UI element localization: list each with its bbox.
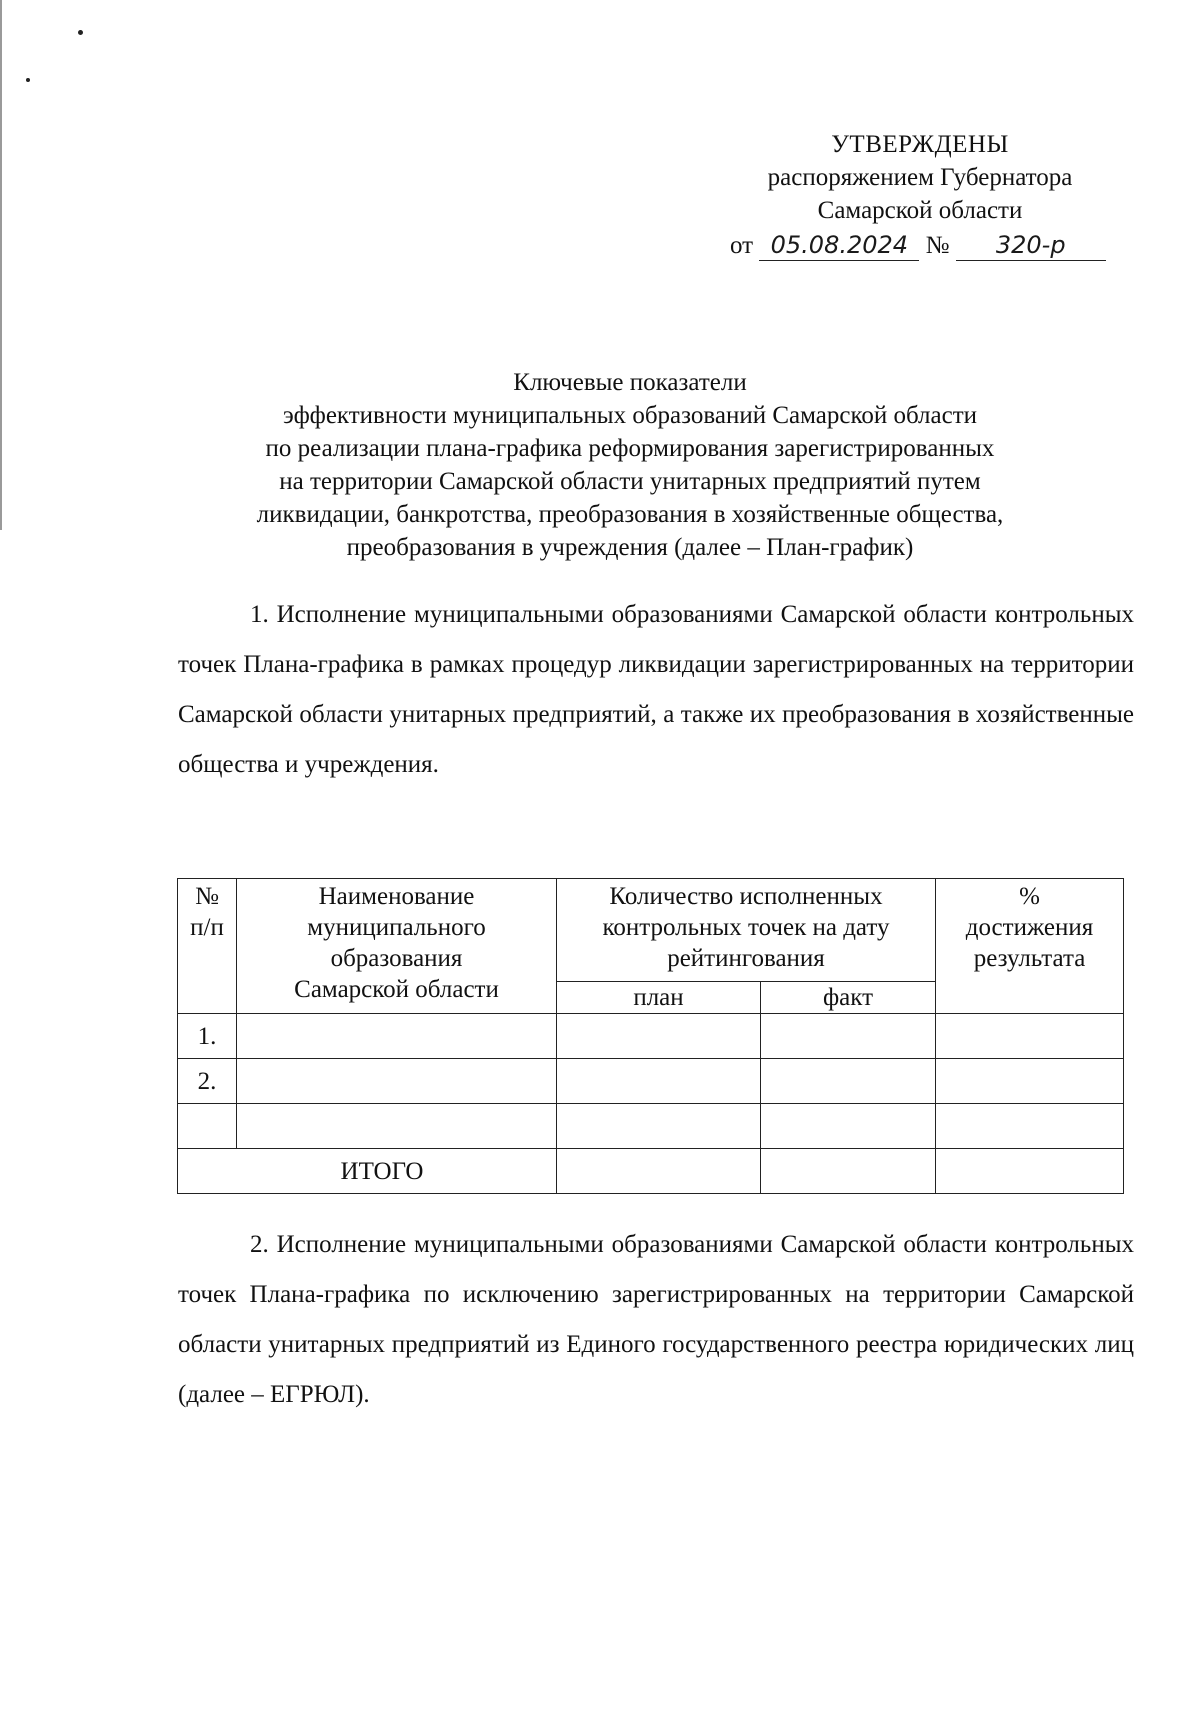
- approval-line-1: распоряжением Губернатора: [767, 164, 1073, 191]
- cell-percent: [936, 1014, 1124, 1059]
- cell-fact: [761, 1014, 936, 1059]
- cell-fact: [761, 1104, 936, 1149]
- header-control-points-line: рейтингования: [667, 945, 825, 972]
- table-row: [178, 1014, 1124, 1059]
- total-fact: [761, 1149, 936, 1194]
- header-control-points-line: Количество исполненных: [609, 883, 883, 910]
- row-number: [178, 1104, 237, 1149]
- number-sign: №: [925, 232, 950, 259]
- title-line: преобразования в учреждения (далее – План-график): [346, 534, 914, 561]
- title-line: ликвидации, банкротства, преобразования в хозяйственные общества,: [256, 501, 1004, 528]
- header-municipality-line: Наименование: [318, 883, 475, 910]
- header-plan: план: [557, 982, 761, 1014]
- number-field: [956, 231, 1106, 261]
- section-2-text: 2. Исполнение муниципальными образованиями Самарской области контрольных точек Плана-графика по исключению зарегистрированных на территории Самарской области унитарных предприятий из Единого государственного реестра юридических лиц (далее – ЕГРЮЛ).: [178, 1231, 1134, 1408]
- header-control-points-line: контрольных точек на дату: [602, 914, 890, 941]
- header-municipality-line: муниципального: [307, 914, 486, 941]
- total-row: [178, 1149, 1124, 1194]
- header-control-points: [557, 879, 936, 982]
- scan-speck: [78, 30, 83, 35]
- total-percent: [936, 1149, 1124, 1194]
- cell-municipality: [237, 1104, 557, 1149]
- header-number-line: №: [195, 883, 219, 910]
- scan-speck: [26, 78, 30, 82]
- indicators-table: [177, 878, 1124, 1194]
- title-line: Ключевые показатели: [513, 369, 747, 396]
- cell-municipality: [237, 1014, 557, 1059]
- document-title: [180, 366, 1080, 564]
- header-percent-line: результата: [973, 945, 1086, 972]
- approval-heading: УТВЕРЖДЕНЫ: [831, 131, 1009, 158]
- date-field: [759, 231, 919, 261]
- approval-date-row: [700, 229, 1140, 262]
- header-number-line: п/п: [190, 914, 224, 941]
- header-percent-line: %: [1019, 883, 1040, 910]
- cell-plan: [557, 1059, 761, 1104]
- scan-edge: [0, 0, 2, 530]
- section-1-paragraph: [178, 590, 1134, 790]
- total-label: ИТОГО: [178, 1149, 557, 1194]
- row-number: 1.: [178, 1014, 237, 1059]
- cell-percent: [936, 1059, 1124, 1104]
- table-row: [178, 1104, 1124, 1149]
- title-line: эффективности муниципальных образований Самарской области: [282, 402, 978, 429]
- handwritten-number: 320-р: [995, 231, 1066, 259]
- header-municipality-line: Самарской области: [294, 976, 499, 1003]
- header-fact: факт: [761, 982, 936, 1014]
- total-plan: [557, 1149, 761, 1194]
- header-municipality-line: образования: [330, 945, 463, 972]
- cell-plan: [557, 1104, 761, 1149]
- cell-percent: [936, 1104, 1124, 1149]
- header-percent: [936, 879, 1124, 1014]
- date-prefix: от: [730, 232, 754, 259]
- approval-block: [700, 128, 1140, 262]
- approval-line-2: Самарской области: [817, 197, 1023, 224]
- table-row: [178, 1059, 1124, 1104]
- title-line: на территории Самарской области унитарных предприятий путем: [279, 468, 981, 495]
- cell-municipality: [237, 1059, 557, 1104]
- cell-fact: [761, 1059, 936, 1104]
- row-number: 2.: [178, 1059, 237, 1104]
- header-percent-line: достижения: [965, 914, 1094, 941]
- section-2-paragraph: [178, 1220, 1134, 1420]
- header-municipality: [237, 879, 557, 1014]
- handwritten-date: 05.08.2024: [770, 231, 909, 259]
- section-1-text: 1. Исполнение муниципальными образованиями Самарской области контрольных точек Плана-графика в рамках процедур ликвидации зарегистрированных на территории Самарской области унитарных предприятий, а также их преобразования в хозяйственные общества и учреждения.: [178, 601, 1134, 778]
- cell-plan: [557, 1014, 761, 1059]
- header-number: [178, 879, 237, 1014]
- title-line: по реализации плана-графика реформирования зарегистрированных: [265, 435, 995, 462]
